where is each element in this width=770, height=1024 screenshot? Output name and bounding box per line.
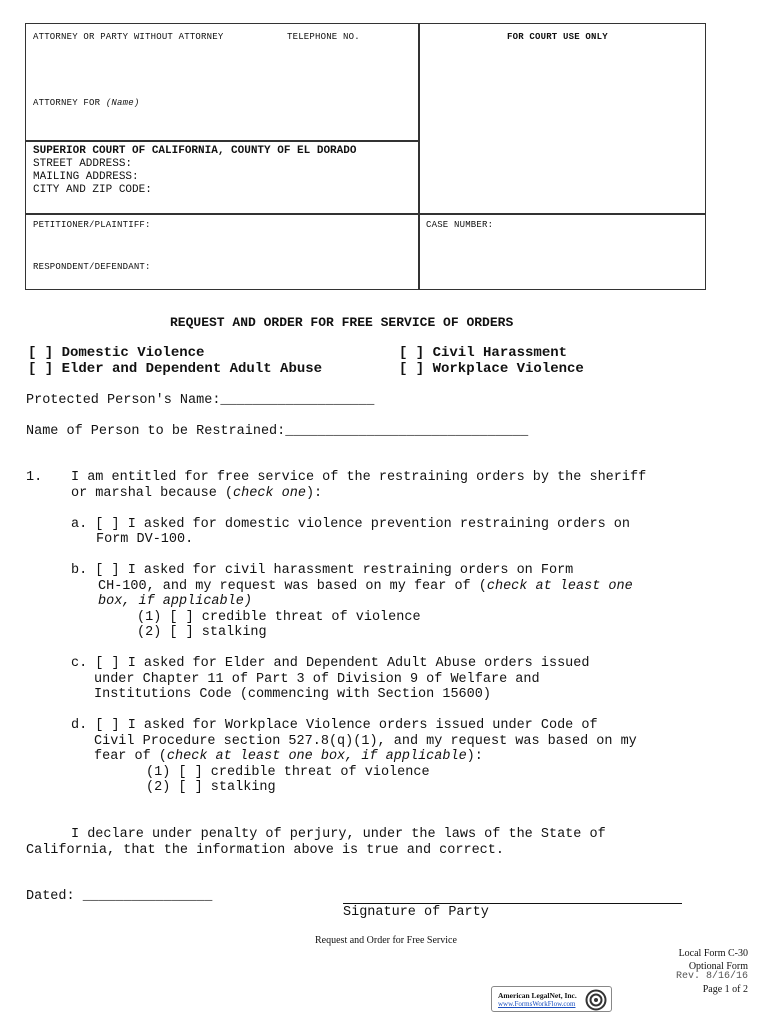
item-d-line-3 bbox=[94, 749, 483, 764]
case-number-label: CASE NUMBER: bbox=[426, 220, 494, 230]
item-b-line-2-a: CH-100, and my request was based on my fear of ( bbox=[98, 579, 487, 594]
dated-field[interactable]: Dated: ________________ bbox=[26, 889, 213, 904]
item-b-checkbox[interactable]: b. [ ] I asked for civil harassment restraining orders on Form bbox=[71, 563, 574, 578]
attorney-for-label: ATTORNEY FOR bbox=[33, 98, 101, 108]
respondent-label: RESPONDENT/DEFENDANT: bbox=[33, 262, 151, 272]
telephone-label: TELEPHONE NO. bbox=[287, 32, 360, 42]
item-d-line-3-c: ): bbox=[466, 749, 483, 764]
court-name: SUPERIOR COURT OF CALIFORNIA, COUNTY OF EL DORADO bbox=[33, 145, 357, 157]
attorney-name-field[interactable] bbox=[30, 46, 414, 92]
publisher-link[interactable]: www.FormsWorkFlow.com bbox=[498, 1000, 576, 1008]
declaration-line-1: I declare under penalty of perjury, under the laws of the State of bbox=[71, 827, 606, 842]
item-d-line-3-a: fear of ( bbox=[94, 749, 167, 764]
attorney-label: ATTORNEY OR PARTY WITHOUT ATTORNEY bbox=[33, 32, 224, 42]
item-1-line-2-a: or marshal because ( bbox=[71, 486, 234, 501]
item-a-checkbox[interactable]: a. [ ] I asked for domestic violence prevention restraining orders on bbox=[71, 517, 630, 532]
declaration-line-2: California, that the information above is true and correct. bbox=[26, 843, 504, 858]
item-d-checkbox[interactable]: d. [ ] I asked for Workplace Violence orders issued under Code of bbox=[71, 718, 598, 733]
footer-page-number: Page 1 of 2 bbox=[702, 984, 748, 995]
caption-divider-parties bbox=[25, 213, 706, 215]
item-1-number: 1. bbox=[26, 470, 43, 485]
restrained-person-field[interactable]: Name of Person to be Restrained:______________________________ bbox=[26, 424, 529, 439]
publisher-logo-icon bbox=[585, 989, 607, 1011]
footer-title: Request and Order for Free Service bbox=[315, 935, 457, 946]
item-d-line-3-b: check at least one box, if applicable bbox=[166, 749, 467, 764]
item-b-line-2 bbox=[98, 579, 633, 594]
checkbox-elder-abuse[interactable]: [ ] Elder and Dependent Adult Abuse bbox=[28, 361, 323, 377]
item-1-line-2-b: check one bbox=[233, 486, 306, 501]
checkbox-civil-harassment[interactable]: [ ] Civil Harassment bbox=[399, 345, 568, 361]
item-d-line-2: Civil Procedure section 527.8(q)(1), and my request was based on my bbox=[94, 734, 637, 749]
checkbox-workplace-violence[interactable]: [ ] Workplace Violence bbox=[399, 361, 584, 377]
court-use-label: FOR COURT USE ONLY bbox=[507, 32, 608, 42]
signature-label: Signature of Party bbox=[343, 905, 489, 920]
item-1-line-2-c: ): bbox=[305, 486, 323, 501]
footer-optional: Optional Form bbox=[688, 961, 748, 972]
publisher-badge[interactable] bbox=[491, 986, 612, 1012]
publisher-name: American LegalNet, Inc. bbox=[498, 991, 577, 1000]
signature-line[interactable] bbox=[343, 903, 682, 904]
attorney-for-row bbox=[33, 98, 139, 108]
item-1-line-2 bbox=[71, 486, 322, 501]
footer-form-id: Local Form C-30 bbox=[678, 948, 748, 959]
street-address-label: STREET ADDRESS: bbox=[33, 158, 133, 170]
form-title: REQUEST AND ORDER FOR FREE SERVICE OF ORDERS bbox=[170, 315, 514, 330]
petitioner-label: PETITIONER/PLAINTIFF: bbox=[33, 220, 151, 230]
item-b-line-3: box, if applicable) bbox=[98, 594, 252, 609]
caption-divider-court bbox=[25, 140, 419, 142]
item-c-checkbox[interactable]: c. [ ] I asked for Elder and Dependent Adult Abuse orders issued bbox=[71, 656, 590, 671]
item-a-line-2: Form DV-100. bbox=[96, 532, 194, 547]
item-b-option-2[interactable]: (2) [ ] stalking bbox=[137, 625, 267, 640]
item-c-line-2: under Chapter 11 of Part 3 of Division 9 of Welfare and bbox=[94, 672, 540, 687]
checkbox-domestic-violence[interactable]: [ ] Domestic Violence bbox=[28, 345, 205, 361]
item-b-option-1[interactable]: (1) [ ] credible threat of violence bbox=[137, 610, 421, 625]
item-d-option-2[interactable]: (2) [ ] stalking bbox=[146, 780, 276, 795]
item-c-line-3: Institutions Code (commencing with Section 15600) bbox=[94, 687, 491, 702]
item-d-option-1[interactable]: (1) [ ] credible threat of violence bbox=[146, 765, 430, 780]
protected-person-field[interactable]: Protected Person's Name:___________________ bbox=[26, 393, 375, 408]
city-zip-label: CITY AND ZIP CODE: bbox=[33, 184, 152, 196]
caption-divider-vertical bbox=[418, 23, 420, 290]
footer-revision: Rev. 8/16/16 bbox=[675, 971, 748, 982]
mailing-address-label: MAILING ADDRESS: bbox=[33, 171, 139, 183]
item-b-line-2-b: check at least one bbox=[486, 579, 633, 594]
attorney-for-name: (Name) bbox=[105, 98, 140, 108]
item-1-line-1: I am entitled for free service of the restraining orders by the sheriff bbox=[71, 470, 647, 485]
